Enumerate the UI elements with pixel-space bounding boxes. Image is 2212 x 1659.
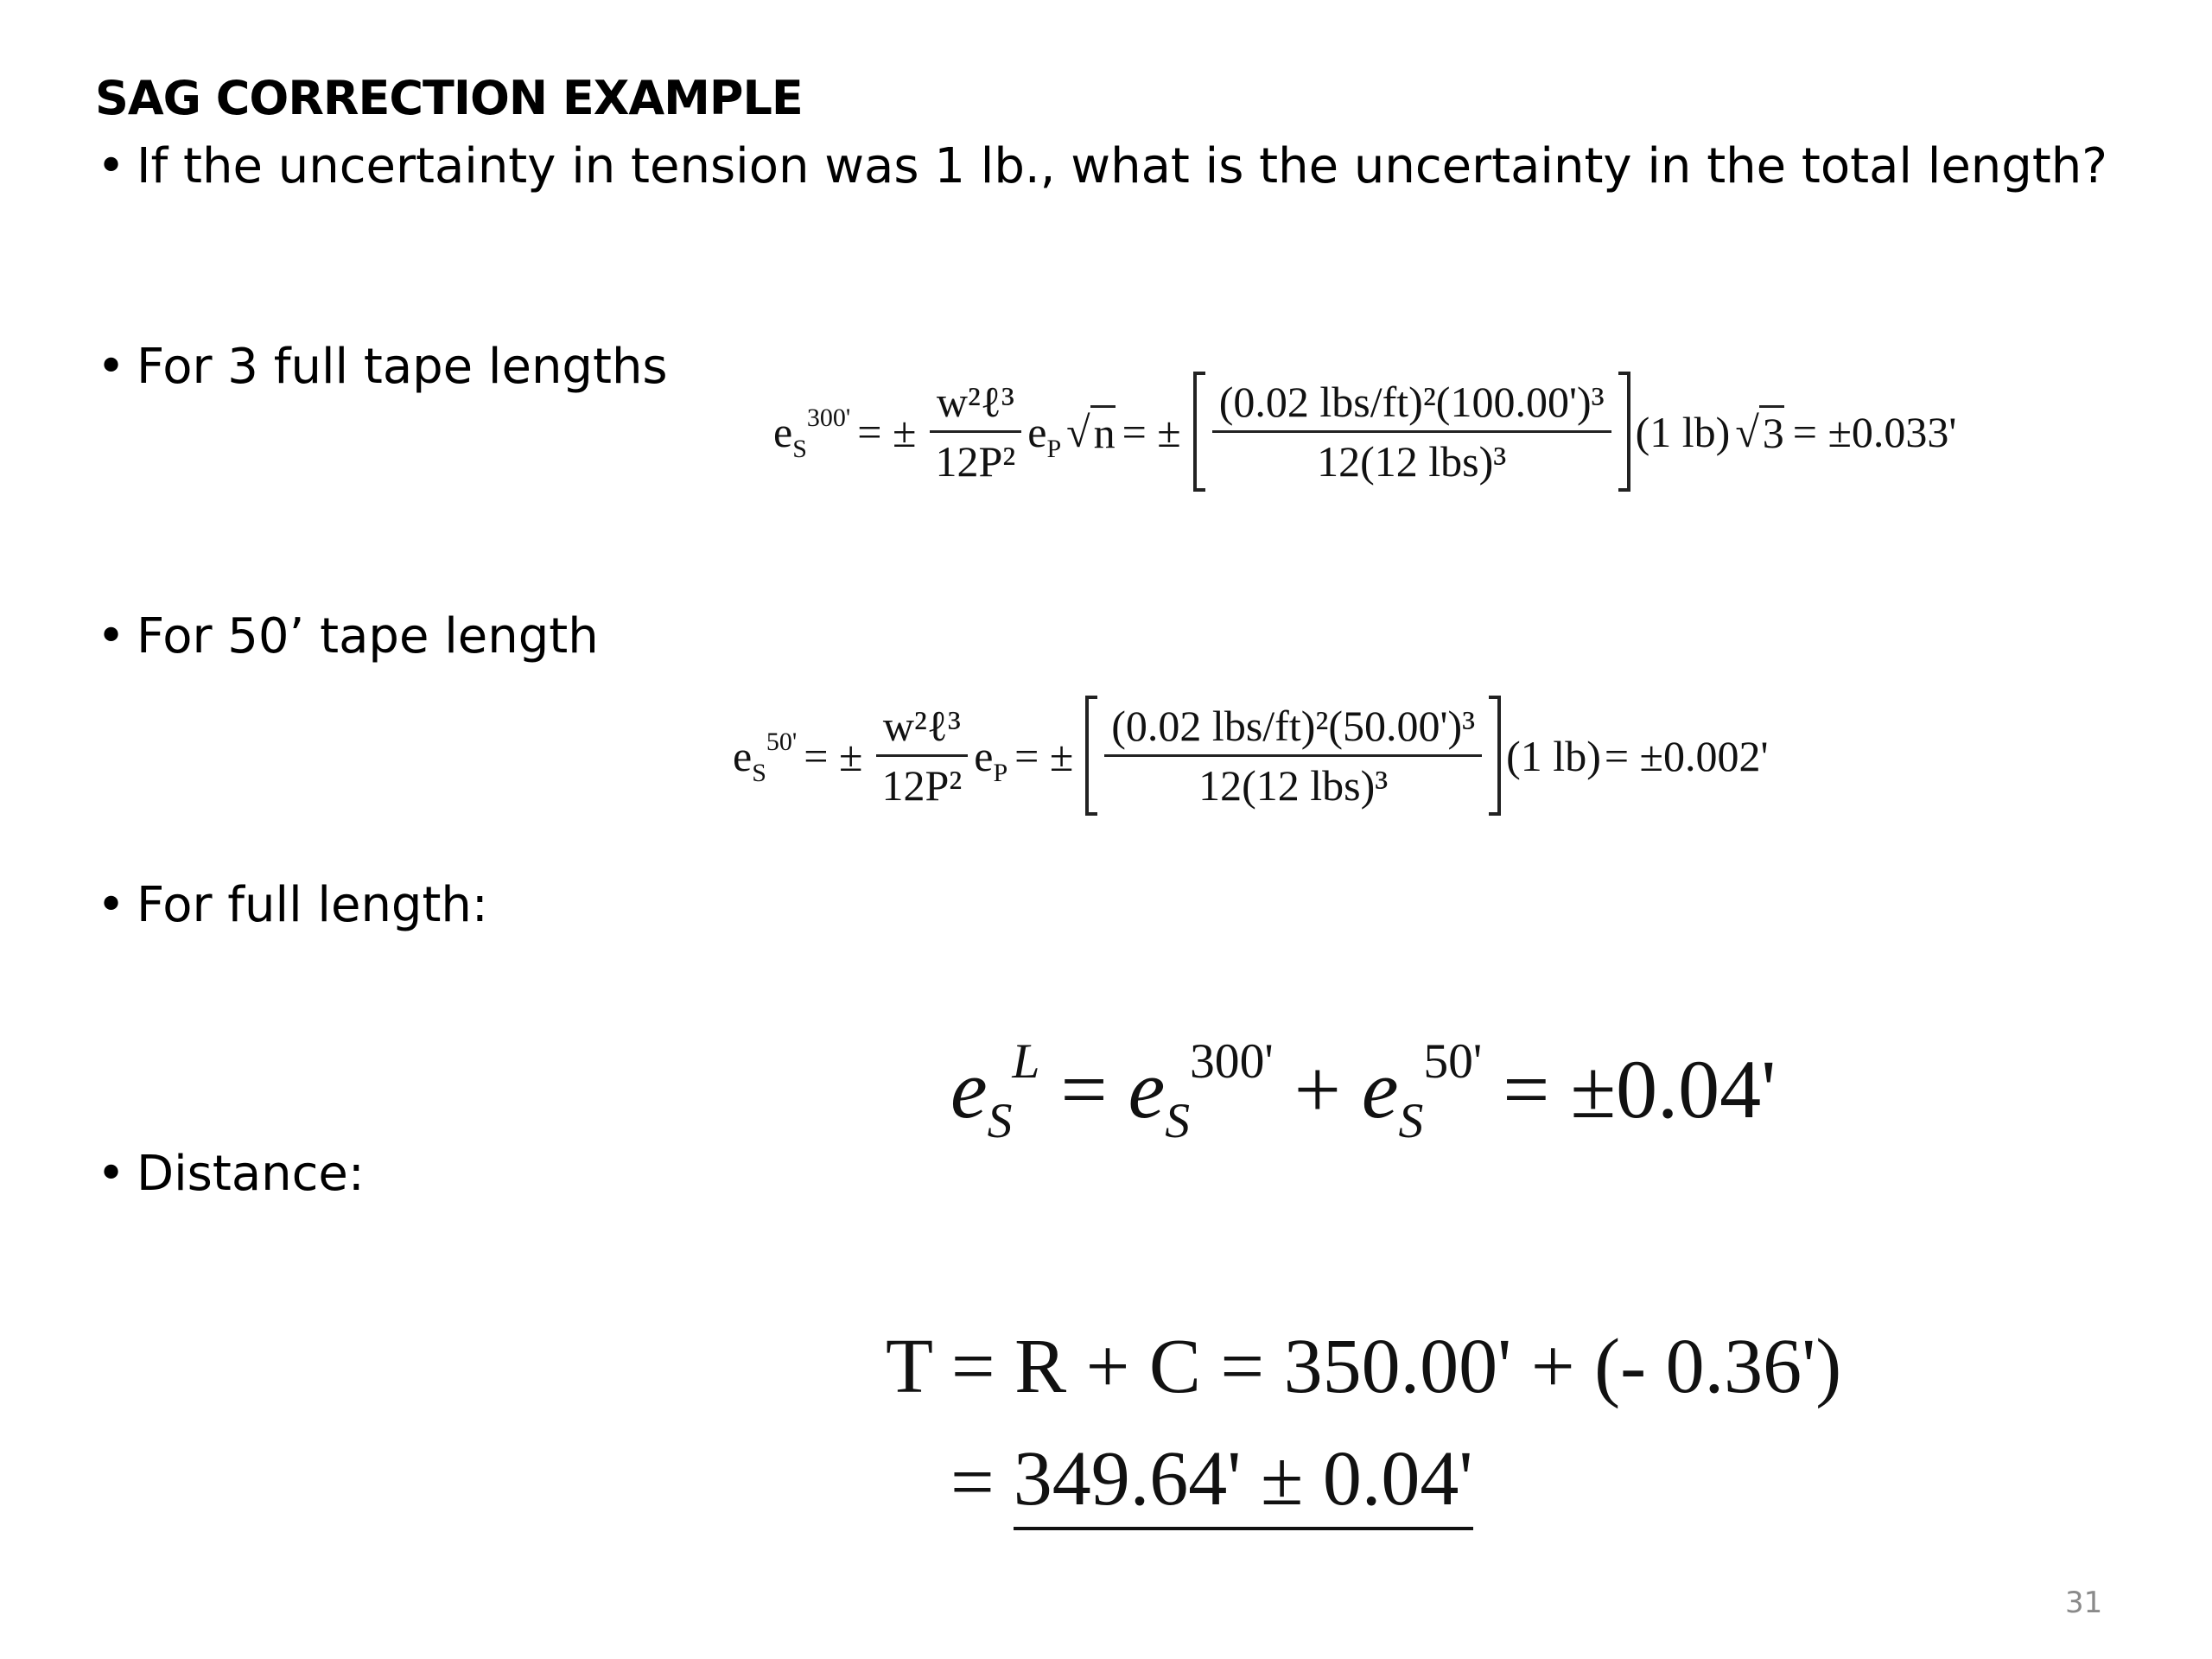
eq-operator: = ± — [1122, 407, 1181, 456]
bullet-text: For 50’ tape length — [137, 608, 599, 664]
bullet-text: For full length: — [137, 877, 488, 933]
bullet-fifty-tape — [97, 608, 599, 664]
eq-factor: (1 lb) — [1635, 407, 1731, 456]
slide-title: SAG CORRECTION EXAMPLE — [95, 71, 803, 125]
eq-result: = ±0.002' — [1604, 731, 1769, 780]
eq-operator: = ± — [857, 407, 917, 456]
equation-distance-line1 — [886, 1322, 1841, 1411]
eq-term-300: $e_S^{300'}$ — [1128, 1033, 1274, 1149]
eq-result: = ±0.033' — [1792, 407, 1957, 456]
bullet-text: Distance: — [137, 1146, 365, 1202]
bullet-full-length — [97, 877, 488, 933]
sqrt-n: n — [1090, 405, 1116, 458]
eq-symbolic-fraction: $\frac{\text{w²ℓ³}}{\text{12P²}}$ — [874, 701, 969, 810]
eq-operator: = ± — [1014, 731, 1074, 780]
bullet-distance — [97, 1146, 365, 1202]
eq-lhs: $e_S^{300'}$ — [773, 403, 851, 463]
bullet-three-tapes — [97, 339, 668, 395]
bullet-marker: • — [97, 608, 126, 664]
eq-result: = ±0.04' — [1503, 1043, 1777, 1135]
sqrt-sign: √ — [1066, 407, 1090, 456]
eq-lhs: $e_S^{50'}$ — [733, 727, 798, 787]
eq-final-answer: 349.64' ± 0.04' — [1014, 1434, 1473, 1530]
eq-numeric-bracket — [1085, 696, 1501, 816]
eq-term-50: $e_S^{50'}$ — [1361, 1033, 1483, 1149]
eq-operator: = ± — [804, 731, 863, 780]
eq-plus: + — [1294, 1043, 1341, 1135]
bullet-marker: • — [97, 877, 126, 933]
eq-operator: = — [1060, 1043, 1108, 1135]
equation-fifty-tape — [733, 696, 1769, 816]
eq-numeric-fraction: $\frac{\text{(0.02 lbs/ft)²(50.00')³}}{\text{12(12 lbs)³}}$ — [1104, 701, 1482, 810]
eq-ep: $e_P$ — [1027, 407, 1062, 463]
eq-ep: $e_P$ — [974, 731, 1008, 787]
bullet-marker: • — [97, 138, 126, 194]
equation-three-tapes — [773, 372, 1956, 492]
equation-distance-line2 — [950, 1434, 1473, 1530]
eq-numeric-fraction: $\frac{\text{(0.02 lbs/ft)²(100.00')³}}{\text{12(12 lbs)³}}$ — [1212, 377, 1611, 486]
bullet-text: If the uncertainty in tension was 1 lb., what is the uncertainty in the total length? — [137, 138, 2107, 194]
sqrt-sign: √ — [1735, 407, 1759, 456]
eq-factor: (1 lb) — [1506, 731, 1601, 780]
eq-numeric-bracket — [1193, 372, 1630, 492]
sqrt-3: 3 — [1759, 405, 1784, 458]
bullet-text: For 3 full tape lengths — [137, 339, 668, 395]
bullet-marker: • — [97, 339, 126, 395]
bullet-marker: • — [97, 1146, 126, 1202]
eq-operator: = — [950, 1440, 995, 1525]
equation-full-length — [950, 1033, 1777, 1149]
bullet-question — [97, 138, 2107, 194]
eq-distance-expression: T = R + C = 350.00' + (- 0.36') — [886, 1324, 1842, 1409]
eq-lhs: $e_S^L$ — [950, 1033, 1040, 1149]
page-number: 31 — [2065, 1586, 2103, 1620]
eq-symbolic-fraction: $\frac{\text{w²ℓ³}}{\text{12P²}}$ — [928, 377, 1022, 486]
